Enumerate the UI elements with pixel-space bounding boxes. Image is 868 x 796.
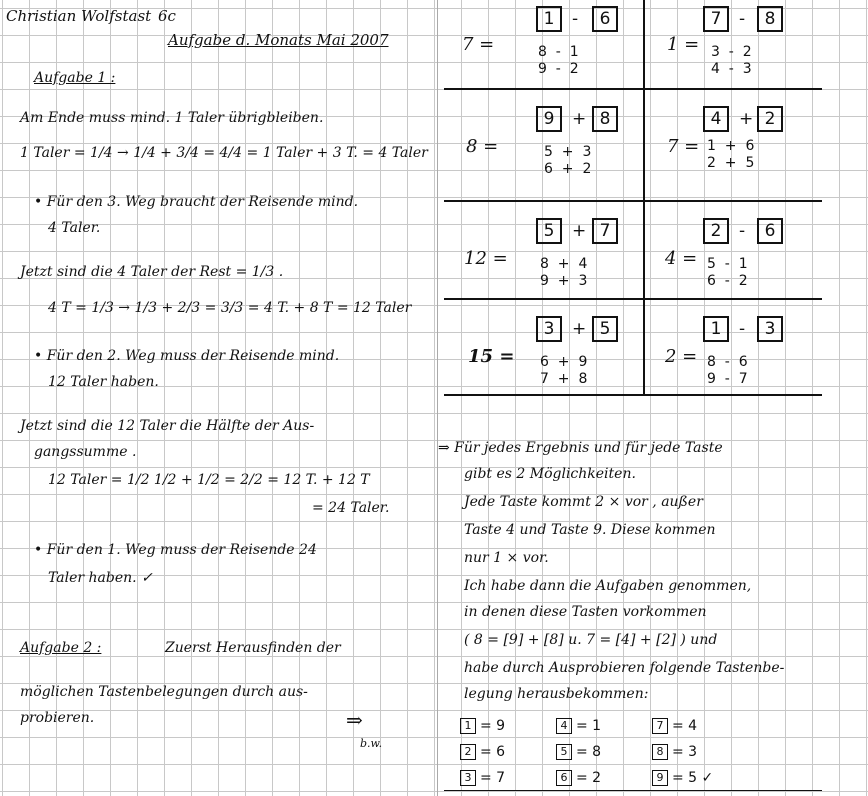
- cell-key-b: 2: [757, 106, 783, 132]
- key-label: 4: [556, 718, 572, 734]
- task1-line: 12 Taler haben.: [48, 374, 159, 390]
- cell-operator: -: [739, 221, 746, 241]
- cell-result: 2 =: [665, 346, 698, 367]
- key-assignment: [460, 744, 505, 760]
- cell-pairs: 5 + 3 6 + 2: [544, 144, 592, 177]
- cell-result: 1 =: [667, 34, 700, 55]
- cell-key-b: 5: [592, 316, 618, 342]
- task1-line: Am Ende muss mind. 1 Taler übrigbleiben.: [20, 110, 324, 126]
- grid-cell: [444, 90, 643, 200]
- grid-horizontal-line: [444, 394, 822, 396]
- cell-key-a: 2: [703, 218, 729, 244]
- grid-cell: [444, 300, 643, 394]
- cell-operator: +: [739, 109, 754, 129]
- continue-label: b.w.: [360, 737, 383, 750]
- key-label: 1: [460, 718, 476, 734]
- key-assignment: [652, 744, 697, 760]
- grid-cell: [645, 90, 822, 200]
- cell-pairs: 3 - 2 4 - 3: [711, 44, 752, 77]
- cell-operator: -: [572, 9, 579, 29]
- cell-key-a: 1: [536, 6, 562, 32]
- key-value: = 6: [480, 744, 506, 760]
- page-fold: [437, 0, 438, 796]
- key-assignment: [652, 770, 713, 786]
- cell-operator: +: [572, 109, 587, 129]
- task1-line: • Für den 2. Weg muss der Reisende mind.: [34, 348, 340, 364]
- key-assignment: [556, 744, 601, 760]
- cell-key-b: 6: [757, 218, 783, 244]
- task1-line: Jetzt sind die 4 Taler der Rest = 1/3 .: [20, 264, 284, 280]
- key-label: 7: [652, 718, 668, 734]
- explanation-line: gibt es 2 Möglichkeiten.: [464, 466, 636, 482]
- cell-key-a: 3: [536, 316, 562, 342]
- task2-line: möglichen Tastenbelegungen durch aus-: [20, 684, 308, 700]
- key-value: = 3: [672, 744, 698, 760]
- cell-pairs: 8 - 6 9 - 7: [707, 354, 748, 387]
- grid-cell: [444, 0, 643, 88]
- cell-result: 7 =: [667, 136, 700, 157]
- key-label: 8: [652, 744, 668, 760]
- student-name: Christian Wolfstast: [6, 7, 152, 25]
- cell-key-b: 7: [592, 218, 618, 244]
- cell-key-a: 5: [536, 218, 562, 244]
- explanation-line: ( 8 = [9] + [8] u. 7 = [4] + [2] ) und: [464, 632, 718, 648]
- key-assignment: [460, 770, 505, 786]
- explanation-line: Taste 4 und Taste 9. Diese kommen: [464, 522, 716, 538]
- cell-result: 12 =: [464, 248, 508, 269]
- task1-heading: Aufgabe 1 :: [34, 70, 116, 86]
- explanation-line: Ich habe dann die Aufgaben genommen,: [464, 578, 752, 594]
- cell-key-a: 7: [703, 6, 729, 32]
- cell-result: 7 =: [462, 34, 495, 55]
- cell-pairs: 6 + 9 7 + 8: [540, 354, 588, 387]
- task1-line: Jetzt sind die 12 Taler die Hälfte der Aus-: [20, 418, 315, 434]
- key-label: 2: [460, 744, 476, 760]
- cell-key-b: 6: [592, 6, 618, 32]
- cell-key-a: 1: [703, 316, 729, 342]
- task1-line: 12 Taler = 1/2 1/2 + 1/2 = 2/2 = 12 T. + 12 T: [48, 472, 370, 488]
- explanation-line: ⇒ Für jedes Ergebnis und für jede Taste: [438, 440, 723, 456]
- key-value: = 2: [576, 770, 602, 786]
- task2-line: probieren.: [20, 710, 95, 726]
- cell-pairs: 8 - 1 9 - 2: [538, 44, 579, 77]
- key-assignment: [652, 718, 697, 734]
- cell-pairs: 1 + 6 2 + 5: [707, 138, 755, 171]
- cell-result: 15 =: [468, 346, 515, 367]
- page-title: Aufgabe d. Monats Mai 2007: [168, 31, 389, 49]
- cell-key-b: 3: [757, 316, 783, 342]
- explanation-line: habe durch Ausprobieren folgende Tastenbe-: [464, 660, 785, 676]
- task1-line: gangssumme .: [34, 444, 137, 460]
- grid-cell: [645, 300, 822, 394]
- cell-operator: +: [572, 221, 587, 241]
- key-value: = 4: [672, 718, 698, 734]
- key-assignment: [556, 770, 601, 786]
- key-value: = 7: [480, 770, 506, 786]
- key-value: = 8: [576, 744, 602, 760]
- task1-line: 1 Taler = 1/4 → 1/4 + 3/4 = 4/4 = 1 Taler + 3 T. = 4 Taler: [20, 145, 428, 161]
- task2-heading: Aufgabe 2 :: [20, 640, 102, 656]
- cell-key-a: 4: [703, 106, 729, 132]
- cell-pairs: 8 + 4 9 + 3: [540, 256, 588, 289]
- key-assignment: [460, 718, 505, 734]
- key-label: 9: [652, 770, 668, 786]
- class-label: 6c: [158, 7, 176, 25]
- key-label: 5: [556, 744, 572, 760]
- cell-key-b: 8: [757, 6, 783, 32]
- continue-arrow-icon: ⇒: [346, 708, 363, 732]
- task1-line: Taler haben. ✓: [48, 570, 153, 586]
- task1-line: 4 T = 1/3 → 1/3 + 2/3 = 3/3 = 4 T. + 8 T = 12 Taler: [48, 300, 412, 316]
- task1-line: = 24 Taler.: [312, 500, 390, 516]
- explanation-line: Jede Taste kommt 2 × vor , außer: [464, 494, 703, 510]
- key-value: = 1: [576, 718, 602, 734]
- key-label: 3: [460, 770, 476, 786]
- key-value: = 9: [480, 718, 506, 734]
- key-label: 6: [556, 770, 572, 786]
- cell-operator: -: [739, 319, 746, 339]
- explanation-line: in denen diese Tasten vorkommen: [464, 604, 707, 620]
- key-value: = 5 ✓: [672, 770, 714, 786]
- task1-line: • Für den 3. Weg braucht der Reisende mind.: [34, 194, 359, 210]
- cell-operator: -: [739, 9, 746, 29]
- explanation-line: legung herausbekommen:: [464, 686, 649, 702]
- task1-line: • Für den 1. Weg muss der Reisende 24: [34, 542, 317, 558]
- cell-pairs: 5 - 1 6 - 2: [707, 256, 748, 289]
- task1-line: 4 Taler.: [48, 220, 101, 236]
- explanation-line: nur 1 × vor.: [464, 550, 549, 566]
- cell-result: 8 =: [466, 136, 499, 157]
- task2-line: Zuerst Herausfinden der: [165, 640, 341, 656]
- grid-cell: [444, 202, 643, 298]
- cell-operator: +: [572, 319, 587, 339]
- key-assignment: [556, 718, 601, 734]
- grid-cell: [645, 202, 822, 298]
- cell-result: 4 =: [665, 248, 698, 269]
- bottom-line: [444, 790, 822, 791]
- cell-key-a: 9: [536, 106, 562, 132]
- cell-key-b: 8: [592, 106, 618, 132]
- grid-cell: [645, 0, 822, 88]
